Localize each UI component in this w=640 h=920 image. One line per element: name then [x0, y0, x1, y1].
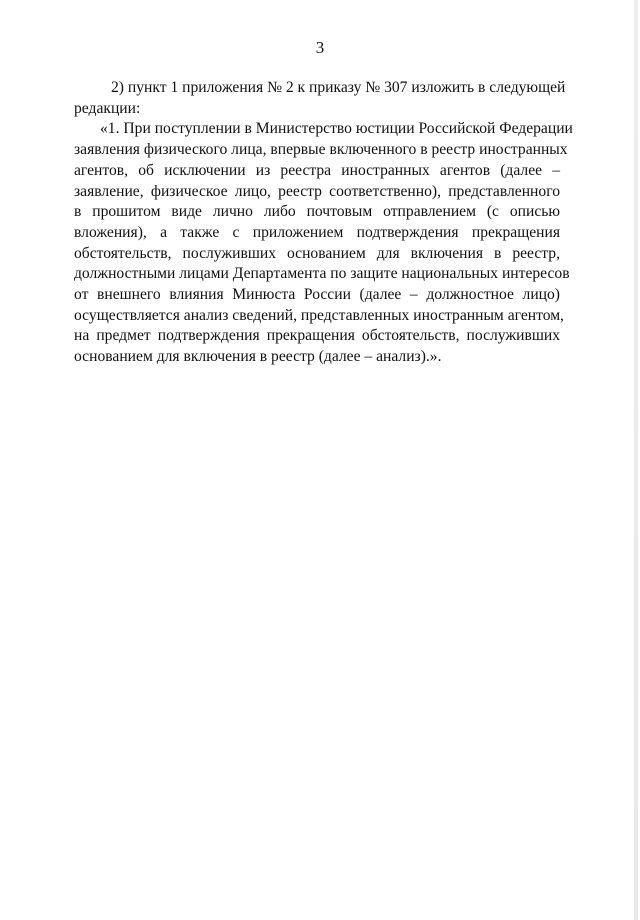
document-body [74, 78, 573, 368]
text-line: «1. При поступлении в Министерство юстиции Российской Федерации [100, 120, 573, 138]
text-line: обстоятельств, послуживших основанием для включения в реестр, [74, 244, 560, 262]
text-line: заявление, физическое лицо, реестр соответственно), представленного [74, 182, 560, 200]
text-line: от внешнего влияния Минюста России (далее – должностное лицо) [74, 286, 560, 304]
text-line: должностными лицами Департамента по защите национальных интересов [74, 265, 570, 283]
text-line: осуществляется анализ сведений, представленных иностранным агентом, [74, 306, 564, 324]
scan-edge-shadow [634, 0, 638, 920]
text-line: в прошитом виде лично либо почтовым отправлением (с описью [74, 203, 560, 221]
text-line: основанием для включения в реестр (далее – анализ).». [74, 348, 442, 366]
text-line: вложения), а также с приложением подтверждения прекращения [74, 223, 560, 241]
paragraph-amendment-intro [74, 78, 566, 119]
text-line: агентов, об исключении из реестра иностранных агентов (далее – [74, 161, 560, 179]
text-line: заявления физического лица, впервые включенного в реестр иностранных [74, 141, 568, 159]
text-line: редакции: [74, 99, 141, 117]
paragraph-new-wording [74, 119, 573, 367]
text-line: 2) пункт 1 приложения № 2 к приказу № 307 изложить в следующей [111, 79, 566, 96]
text-line: на предмет подтверждения прекращения обстоятельств, послуживших [74, 327, 560, 345]
page-number: 3 [315, 38, 325, 57]
